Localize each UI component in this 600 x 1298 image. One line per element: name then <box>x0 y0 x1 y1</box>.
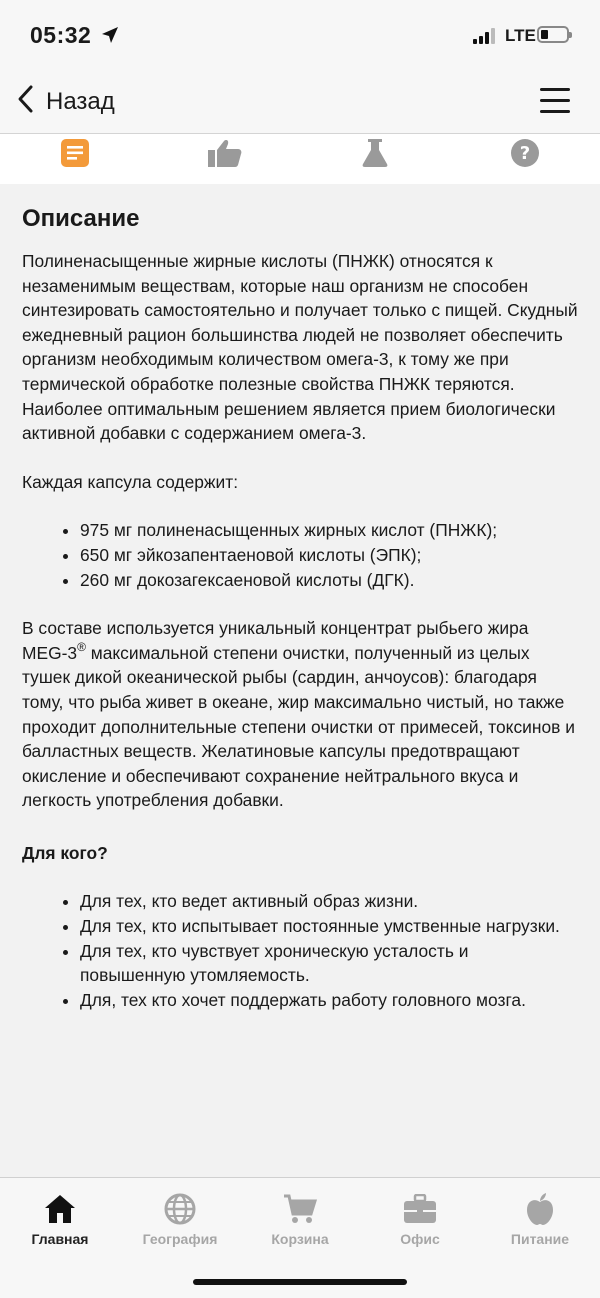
description-icon <box>60 138 90 173</box>
capsule-heading: Каждая капсула содержит: <box>22 471 239 492</box>
description-content <box>22 205 578 1012</box>
list-item: • Для тех, кто ведет активный образ жизни. <box>80 889 578 914</box>
section-tabs <box>0 134 600 184</box>
intro-paragraph: Полиненасыщенные жирные кислоты (ПНЖК) относятся к незаменимым веществам, которые наш организм не способен синтезировать самостоятельно и получает только с пищей. Скудный ежедневный рацион большинства людей не позволяет обеспечить организм необходимым количеством омега-3, к тому же при термической обработке полезные свойства ПНЖК теряются. Наиболее оптимальным решением является прием биологически активной добавки с содержанием омега-3. <box>22 251 578 444</box>
tab-cart[interactable] <box>240 1192 360 1247</box>
composition-rest: максимальной степени очистки, полученный из целых тушек дикой океанической рыбы (сардин, анчоусов): благодаря тому, что рыба живет в океане, жир максимально чистый, но также проходит дополнительные степени очистки от примесей, токсинов и балластных веществ. Желатиновые капсулы предотвращают окисление и обеспечивают сохранение нейтрального вкуса и легкость употребления добавки. <box>22 642 575 811</box>
tab-composition[interactable] <box>300 134 450 184</box>
apple-icon <box>480 1192 600 1226</box>
list-item: • 260 мг докозагексаеновой кислоты (ДГК). <box>80 568 578 593</box>
tab-reviews[interactable] <box>150 134 300 184</box>
chevron-left-icon <box>16 84 36 119</box>
briefcase-icon <box>360 1192 480 1226</box>
back-label: Назад <box>46 87 115 115</box>
tab-description[interactable] <box>0 134 150 184</box>
home-indicator[interactable] <box>193 1279 407 1285</box>
network-type: LTE <box>505 26 536 45</box>
list-item: • Для, тех кто хочет поддержать работу головного мозга. <box>80 988 578 1013</box>
capsule-list <box>22 518 578 592</box>
location-arrow-icon <box>100 25 120 50</box>
svg-text:?: ? <box>519 143 531 164</box>
battery-icon <box>537 26 569 43</box>
tab-office[interactable] <box>360 1192 480 1247</box>
tab-label: Главная <box>31 1231 89 1247</box>
tab-label: Питание <box>510 1231 570 1247</box>
registered-mark: ® <box>77 639 86 654</box>
tab-geography[interactable] <box>120 1192 240 1247</box>
tab-help[interactable] <box>450 134 600 184</box>
list-item: • 650 мг эйкозапентаеновой кислоты (ЭПК); <box>80 543 578 568</box>
back-button[interactable] <box>16 84 115 119</box>
help-icon <box>510 138 540 173</box>
status-bar <box>0 0 600 70</box>
hamburger-menu-button[interactable] <box>540 88 572 114</box>
status-time: 05:32 <box>30 22 92 48</box>
tab-label: Корзина <box>271 1231 329 1247</box>
composition-paragraph <box>22 616 578 813</box>
thumbs-up-icon <box>207 138 243 173</box>
list-item: • 975 мг полиненасыщенных жирных кислот (ПНЖК); <box>80 518 578 543</box>
home-icon <box>0 1192 120 1226</box>
for-whom-heading: Для кого? <box>22 842 108 863</box>
list-item: • Для тех, кто чувствует хроническую усталость и повышенную утомляемость. <box>80 939 578 988</box>
list-item: • Для тех, кто испытывает постоянные умственные нагрузки. <box>80 914 578 939</box>
tab-label: География <box>142 1231 218 1247</box>
cart-icon <box>240 1192 360 1226</box>
navigation-bar <box>0 70 600 134</box>
tab-label: Офис <box>400 1231 440 1247</box>
signal-strength-icon <box>473 28 501 44</box>
tab-home[interactable] <box>0 1192 120 1247</box>
section-title: Описание <box>22 205 140 232</box>
composition-start: В составе используется уникальный концентрат рыбьего жира MEG-3 <box>22 618 529 663</box>
globe-icon <box>120 1192 240 1226</box>
tab-nutrition[interactable] <box>480 1192 600 1247</box>
flask-icon <box>360 138 390 173</box>
for-whom-list <box>22 889 578 1012</box>
